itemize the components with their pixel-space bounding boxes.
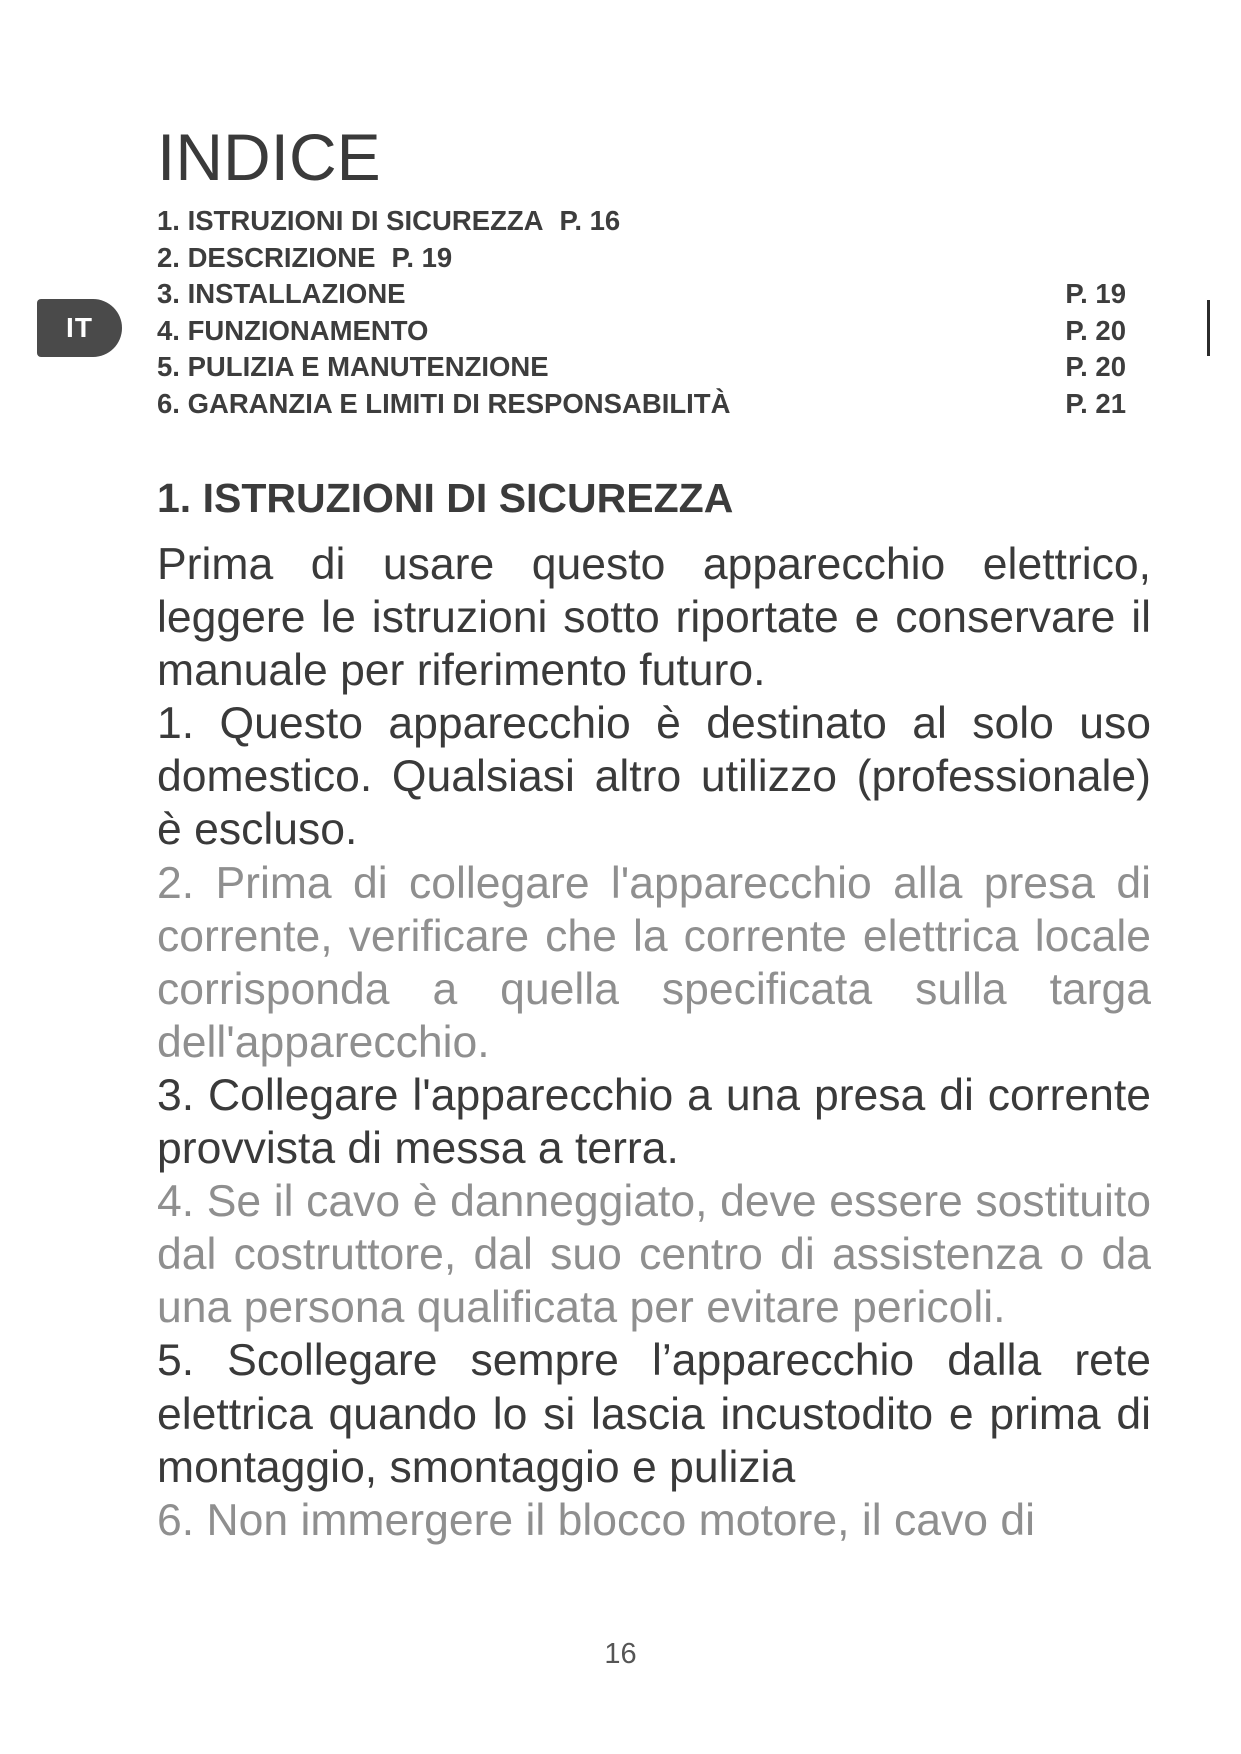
toc-item — [157, 313, 1126, 350]
index-title: INDICE — [157, 120, 381, 194]
toc-item-page: P. 19 — [391, 241, 453, 273]
section-heading: 1. ISTRUZIONI DI SICUREZZA — [157, 475, 734, 521]
instruction-item: 4. Se il cavo è danneggiato, deve essere sostituito dal costruttore, dal suo centro di assistenza o da una persona qualificata per evitare pericoli. — [157, 1177, 1151, 1333]
toc-item-page-right: P. 19 — [1065, 278, 1126, 310]
instruction-item: 5. Scollegare sempre l’apparecchio dalla rete elettrica quando lo si lascia incustodito e prima di montaggio, smontaggio e pulizia — [157, 1336, 1151, 1492]
toc-item-label: 3. INSTALLAZIONE — [157, 278, 406, 310]
section-body — [157, 538, 1151, 1547]
instruction-item: 1. Questo apparecchio è destinato al solo uso domestico. Qualsiasi altro utilizzo (professionale) è escluso. — [157, 699, 1151, 855]
toc-item-label: 4. FUNZIONAMENTO — [157, 314, 429, 346]
toc-item-label: 1. ISTRUZIONI DI SICUREZZA — [157, 205, 544, 236]
table-of-contents — [157, 203, 1126, 423]
instruction-item: 2. Prima di collegare l'apparecchio alla presa di corrente, verificare che la corrente elettrica locale corrisponda a quella specificata sulla targa dell'apparecchio. — [157, 858, 1151, 1067]
toc-item-page: P. 16 — [559, 205, 621, 236]
toc-item — [157, 240, 1126, 277]
language-tab: IT — [37, 299, 122, 357]
toc-item — [157, 349, 1126, 386]
toc-item — [157, 386, 1126, 423]
instruction-item: 6. Non immergere il blocco motore, il cavo di — [157, 1495, 1035, 1545]
page-number: 16 — [604, 1638, 637, 1670]
toc-item — [157, 276, 1126, 313]
toc-item-label: 6. GARANZIA E LIMITI DI RESPONSABILITÀ — [157, 387, 731, 419]
toc-item-page-right: P. 20 — [1065, 351, 1126, 383]
toc-item-label: 5. PULIZIA E MANUTENZIONE — [157, 351, 549, 383]
toc-item-label: 2. DESCRIZIONE — [157, 241, 376, 273]
toc-item-page-right: P. 21 — [1065, 387, 1126, 419]
toc-item-page-right: P. 20 — [1065, 314, 1126, 346]
intro-paragraph: Prima di usare questo apparecchio elettrico, leggere le istruzioni sotto riportate e conservare il manuale per riferimento futuro. — [157, 540, 1151, 696]
page-edge-marker — [1207, 300, 1210, 356]
toc-item — [157, 203, 1126, 240]
instruction-item: 3. Collegare l'apparecchio a una presa di corrente provvista di messa a terra. — [157, 1070, 1151, 1174]
